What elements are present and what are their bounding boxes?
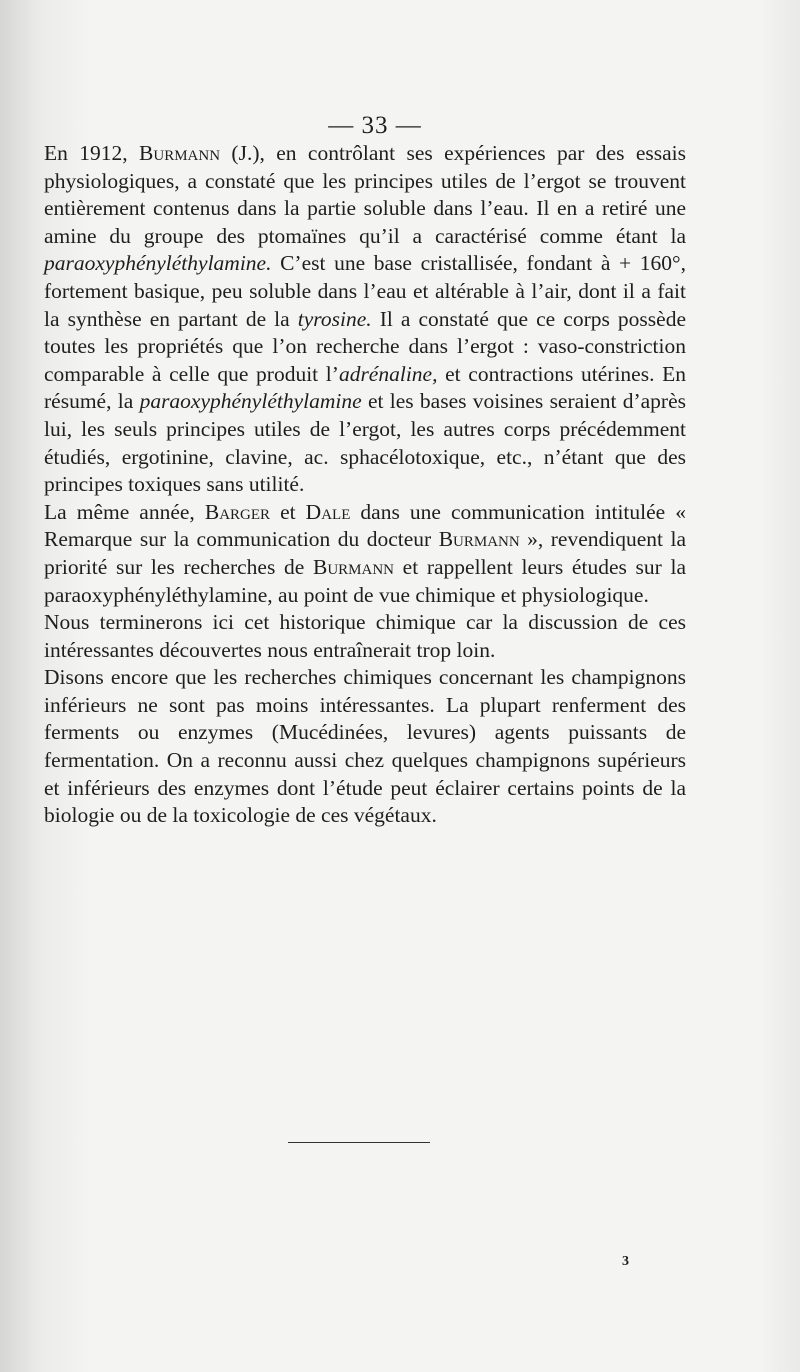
body-text [44, 140, 686, 830]
italic-term: paraoxyphényléthylamine. [44, 251, 272, 276]
text-run: Nous terminerons ici cet historique chimique car la discussion de ces intéressantes découvertes nous entraînerait trop loin. [44, 610, 686, 662]
author-name: Burmann [438, 527, 520, 552]
italic-term: tyrosine. [297, 306, 372, 331]
author-name: Dale [305, 499, 351, 524]
page-number: — 33 — [328, 112, 422, 139]
text-run: et contractions utérines. En résumé, la [44, 361, 686, 414]
italic-term: paraoxyphényléthylamine [139, 389, 362, 414]
italic-term: adrénaline, [338, 361, 438, 386]
text-run: et rappellent leurs études sur la paraoxyphényléthylamine, au point de vue chimique et physiologique. [44, 554, 686, 607]
text-run: Disons encore que les recherches chimiques concernant les champignons inférieurs ne sont pas moins intéressantes. La plupart renferment des ferments ou enzymes (Mucédinées, levures) agents puissants de fermentation. On a reconnu aussi chez quelques champignons supérieurs et inférieurs des enzymes dont l’étude peut éclairer certains points de la biologie ou de la toxicologie de ces végétaux. [44, 665, 686, 828]
paragraph-burmann [44, 140, 686, 499]
author-name: Barger [204, 499, 271, 524]
text-run: dans une communication intitulée « Remarque sur la communication du docteur [44, 499, 686, 552]
text-run: C’est une base cristallisée, fondant à + 160°, fortement basique, peu soluble dans l’eau et altérable à l’air, dont il a fait la synthèse en partant de la [44, 251, 686, 331]
text-run: Il a constaté que ce corps possède toutes les propriétés que l’on recherche dans l’ergot : vaso-constriction comparable à celle que produit l’ [44, 306, 686, 386]
paragraph-historique [44, 609, 686, 664]
paragraph-champignons [44, 664, 686, 830]
signature-mark: 3 [622, 1254, 629, 1269]
author-name: Burmann [312, 554, 394, 579]
paragraph-barger-dale [44, 499, 686, 609]
text-run: et les bases voisines seraient d’après lui, les seuls principes utiles de l’ergot, les autres corps précédemment étudiés, ergotinine, clavine, ac. sphacélotoxique, etc., n’étant que des principes toxiques sans utilité. [44, 389, 686, 497]
text-run: En 1912, [44, 141, 140, 165]
text-run: (J.), en contrôlant ses expériences par des essais physiologiques, a constaté que les principes utiles de l’ergot se trouvent entièrement contenus dans la partie soluble dans l’eau. Il en a retiré une amine du groupe des ptomaïnes qu’il a caractérisé comme étant la [44, 141, 687, 248]
author-name: Burmann [139, 141, 221, 165]
text-run: La même année, [44, 499, 205, 524]
section-rule [288, 1142, 430, 1143]
text-run: et [270, 499, 306, 524]
text-run: », revendiquent la priorité sur les recherches de [44, 527, 686, 579]
